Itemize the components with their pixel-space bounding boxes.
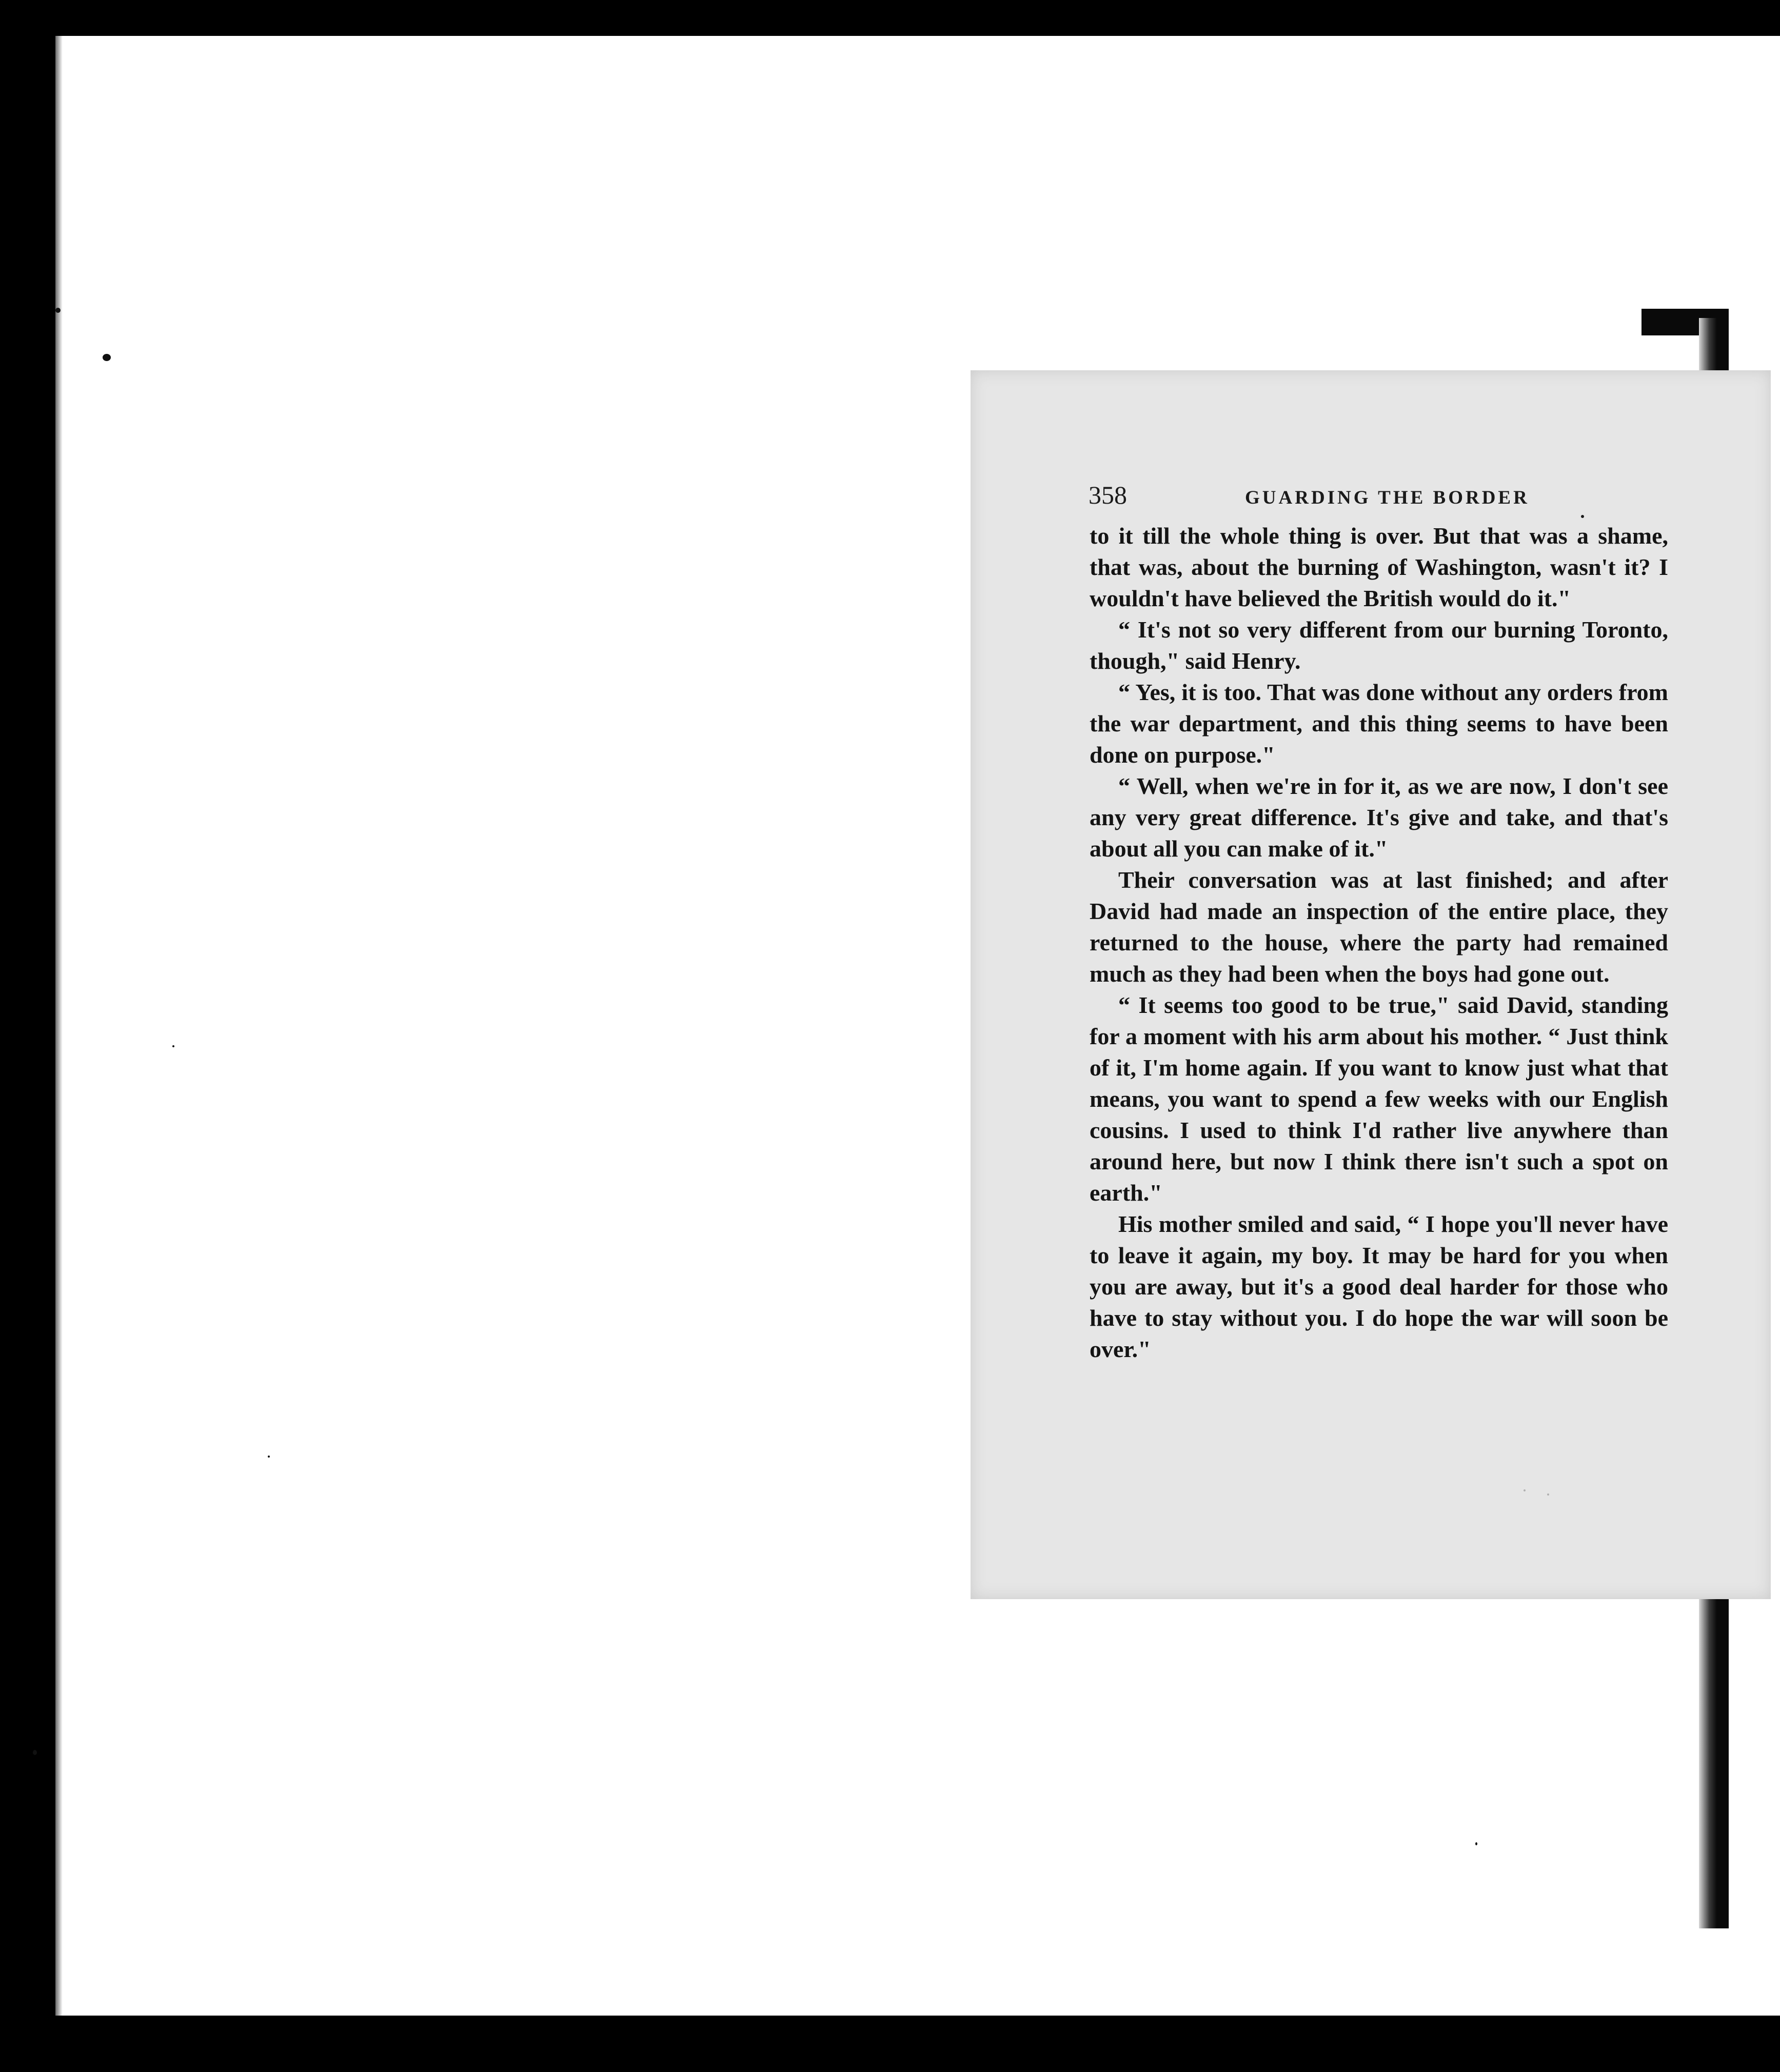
book-page [971, 370, 1771, 1599]
page-number: 358 [1089, 481, 1127, 509]
paragraph: Their conversation was at last finished; and after David had made an inspection of the entire place, they returned to the house, where the party had remained much as they had been when the boys had gone out. [1090, 867, 1668, 987]
paragraph: “ Yes, it is too. That was done without any orders from the war department, and this thing seems to have been done on purpose." [1090, 679, 1668, 768]
paragraph: “ Well, when we're in for it, as we are now, I don't see any very great difference. It's give and take, and that's about all you can make of it." [1090, 773, 1668, 862]
scan-speck [172, 1045, 174, 1047]
paragraph: “ It seems too good to be true," said David, standing for a moment with his arm about his mother. “ Just think of it, I'm home again. If you want to know just what that means, you want to spend a few weeks with our English cousins. I used to think I'd rather live anywhere than around here, but now I think there isn't such a spot on earth." [1090, 992, 1668, 1206]
stray-mark [1547, 1493, 1549, 1496]
paragraph: His mother smiled and said, “ I hope you'll never have to leave it again, my boy. It may be hard for you when you are away, but it's a good deal harder for those who have to stay without you. I do hope the war will soon be over." [1090, 1211, 1668, 1362]
scan-speck [268, 1456, 270, 1458]
page-header [1089, 480, 1689, 511]
scan-speck [55, 308, 61, 313]
running-head: GUARDING THE BORDER [1245, 487, 1530, 508]
scan-speck [33, 1750, 37, 1755]
paragraph: to it till the whole thing is over. But that was a shame, that was, about the burning of Washington, wasn't it? I wouldn't have believed the British would do it." [1090, 523, 1668, 611]
scan-speck [1475, 1842, 1477, 1845]
stray-mark [1524, 1489, 1526, 1491]
scan-speck [103, 354, 111, 361]
left-edge-shadow [55, 36, 63, 2016]
stray-mark [1581, 515, 1584, 518]
paragraph: “ It's not so very different from our burning Toronto, though," said Henry. [1090, 616, 1668, 674]
page-text [1090, 520, 1668, 1365]
